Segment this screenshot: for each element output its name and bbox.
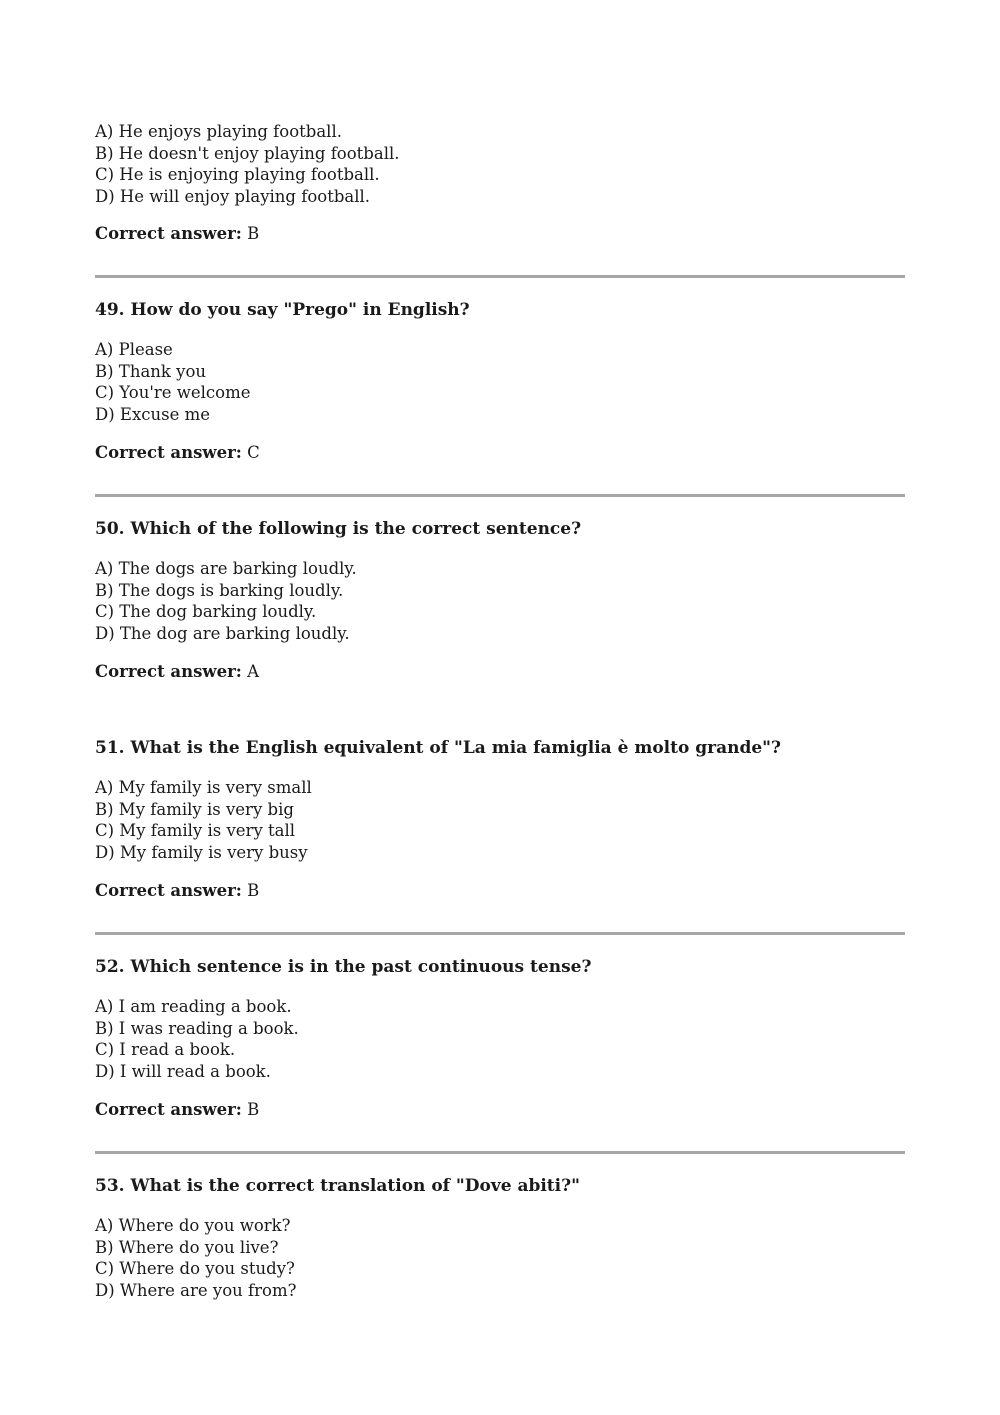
option-c: C) Where do you study? <box>95 1259 295 1279</box>
correct-answer-label: Correct answer: <box>95 881 242 901</box>
option-a: A) Where do you work? <box>95 1216 291 1235</box>
option-b: B) The dogs is barking loudly. <box>95 580 344 600</box>
section-divider <box>95 494 905 497</box>
correct-answer-value: C <box>247 443 260 463</box>
question-title: 49. How do you say "Prego" in English? <box>95 300 470 320</box>
section-divider <box>95 1151 905 1154</box>
option-a: A) I am reading a book. <box>95 997 292 1016</box>
correct-answer-label: Correct answer: <box>95 1100 242 1120</box>
correct-answer-label: Correct answer: <box>95 662 242 682</box>
question-block-51 <box>95 738 781 901</box>
option-d: D) Excuse me <box>95 404 211 424</box>
correct-answer-value: B <box>247 881 260 901</box>
option-d: D) The dog are barking loudly. <box>95 623 350 643</box>
options-list <box>95 339 470 425</box>
question-block-52 <box>95 957 591 1120</box>
options-list <box>95 777 781 863</box>
option-d: D) I will read a book. <box>95 1061 271 1081</box>
correct-answer <box>95 1099 591 1120</box>
options-list <box>95 1215 580 1301</box>
option-b: B) Where do you live? <box>95 1237 279 1257</box>
correct-answer-value: B <box>247 224 260 244</box>
section-divider <box>95 275 905 278</box>
question-block-49 <box>95 300 470 463</box>
options-list <box>95 558 581 644</box>
option-b: B) He doesn't enjoy playing football. <box>95 143 400 163</box>
option-c: C) He is enjoying playing football. <box>95 165 380 185</box>
correct-answer <box>95 442 470 463</box>
correct-answer <box>95 661 581 682</box>
option-b: B) Thank you <box>95 361 207 381</box>
option-a: A) The dogs are barking loudly. <box>95 559 357 578</box>
option-b: B) My family is very big <box>95 799 294 819</box>
question-block-53 <box>95 1176 580 1301</box>
correct-answer <box>95 880 781 901</box>
option-d: D) Where are you from? <box>95 1280 297 1300</box>
question-title: 51. What is the English equivalent of "La mia famiglia è molto grande"? <box>95 738 781 758</box>
option-a: A) He enjoys playing football. <box>95 122 342 141</box>
options-list <box>95 121 400 207</box>
options-list <box>95 996 591 1082</box>
correct-answer-label: Correct answer: <box>95 224 242 244</box>
question-block-50 <box>95 519 581 682</box>
option-c: C) I read a book. <box>95 1040 236 1060</box>
option-a: A) My family is very small <box>95 778 312 797</box>
option-d: D) He will enjoy playing football. <box>95 186 371 206</box>
question-title: 53. What is the correct translation of "Dove abiti?" <box>95 1176 580 1196</box>
option-a: A) Please <box>95 340 173 359</box>
option-d: D) My family is very busy <box>95 842 308 862</box>
section-divider <box>95 932 905 935</box>
question-block-48 <box>95 121 400 244</box>
question-title: 52. Which sentence is in the past continuous tense? <box>95 957 592 977</box>
option-b: B) I was reading a book. <box>95 1018 299 1038</box>
question-title: 50. Which of the following is the correct sentence? <box>95 519 582 539</box>
option-c: C) My family is very tall <box>95 821 296 841</box>
correct-answer <box>95 223 400 244</box>
correct-answer-label: Correct answer: <box>95 443 242 463</box>
correct-answer-value: A <box>247 662 260 682</box>
option-c: C) You're welcome <box>95 383 251 403</box>
correct-answer-value: B <box>247 1100 260 1120</box>
option-c: C) The dog barking loudly. <box>95 602 317 622</box>
